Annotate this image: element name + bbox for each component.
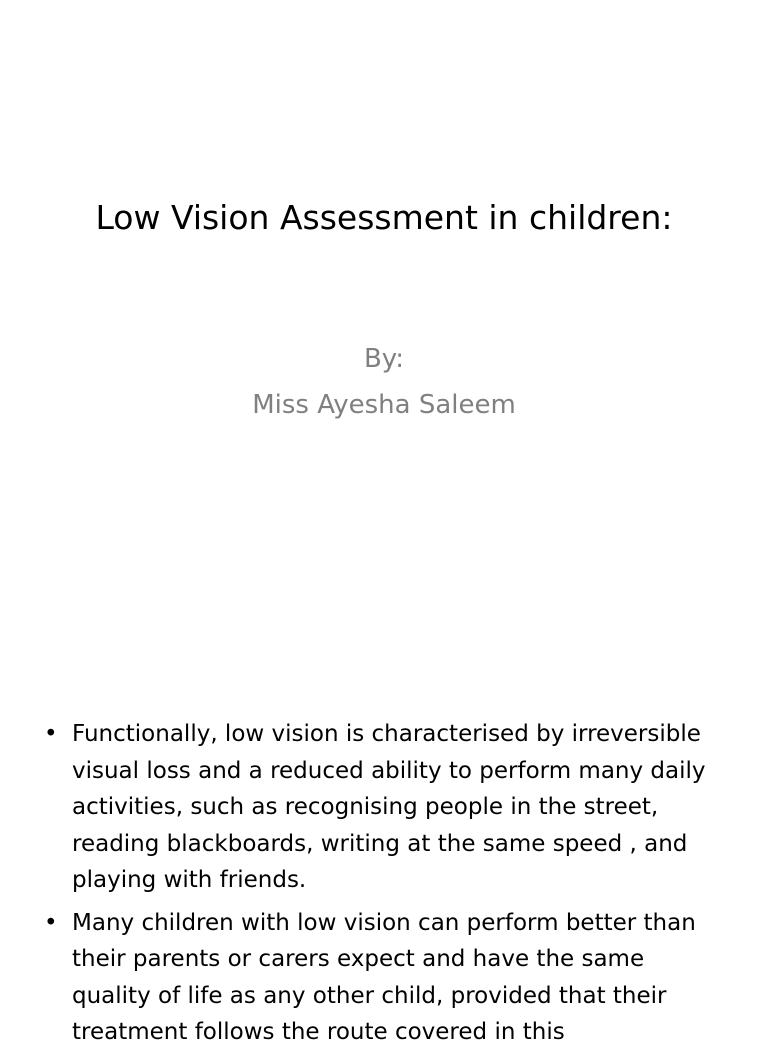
author-name: Miss Ayesha Saleem: [252, 390, 516, 420]
bullet-icon: •: [44, 721, 58, 747]
bullet-item: [0, 905, 768, 1051]
slide-title: Low Vision Assessment in children:: [95, 198, 673, 237]
subtitle-by-label: By:: [363, 344, 405, 374]
bullet-text: Many children with low vision can perform better than their parents or carers expect and have the same quality of life as any other child, provided that their treatment follows the route covered in this: [72, 909, 696, 1045]
bullet-icon: •: [44, 909, 58, 936]
slide-subtitle: [0, 336, 768, 428]
bullet-item: [0, 716, 768, 899]
bullet-text: Functionally, low vision is characterised by irreversible visual loss and a reduced ability to perform many daily activities, such as recognising people in the street, reading blackboards, writing at the same speed , and playing with friends.: [72, 721, 706, 893]
content-slide: [0, 576, 768, 1045]
bullet-list: [0, 716, 768, 1057]
